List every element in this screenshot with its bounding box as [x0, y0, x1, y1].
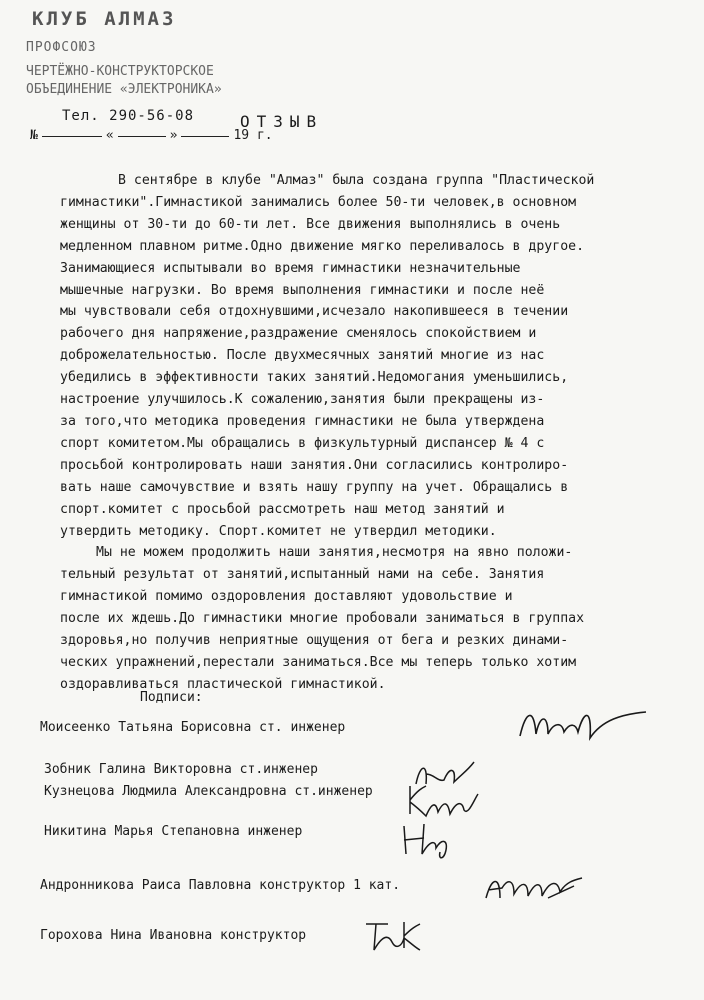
document-number-line — [30, 128, 273, 143]
signer-4: Никитина Марья Степановна инженер — [44, 824, 303, 839]
body-line: убедились в эффективности таких занятий.Недомогания уменьшились, — [60, 370, 569, 386]
review-body — [60, 170, 650, 696]
letterhead-union: ПРОФСОЮЗ — [26, 40, 97, 55]
body-line: рабочего дня напряжение,раздражение сменялось спокойствием и — [60, 326, 537, 342]
body-line: мы чувствовали себя отдохнувшими,исчезало накопившееся в течении — [60, 304, 569, 320]
body-line: гимнастики".Гимнастикой занимались более 50-ти человек,в основном — [60, 194, 577, 210]
number-mark: № — [30, 128, 38, 143]
body-line: оздоравливаться пластической гимнастикой. — [60, 676, 386, 692]
number-quote-open: « — [105, 128, 114, 143]
body-line: доброжелательностью. После двухмесячных занятий многие из нас — [60, 348, 545, 364]
letterhead-association: ОБЪЕДИНЕНИЕ «ЭЛЕКТРОНИКА» — [26, 82, 222, 97]
body-line: настроение улучшилось.К сожалению,занятия были прекращены из- — [60, 392, 545, 408]
handwritten-signature-5 — [478, 868, 588, 908]
signer-3: Кузнецова Людмила Александровна ст.инженер — [44, 784, 373, 799]
body-line: здоровья,но получив неприятные ощущения от бега и резких динами- — [60, 633, 569, 649]
number-blank — [42, 136, 102, 137]
letterhead-club: КЛУБ АЛМАЗ — [32, 8, 177, 30]
signer-2: Зобник Галина Викторовна ст.инженер — [44, 762, 318, 777]
signatures-heading: Подписи: — [140, 690, 203, 705]
body-line: спорт комитетом.Мы обращались в физкультурный диспансер № 4 с — [60, 435, 545, 451]
body-line: Занимающиеся испытывали во время гимнастики незначительные — [60, 260, 521, 276]
body-line: вать наше самочувствие и взять нашу группу на учет. Обращались в — [60, 479, 569, 495]
handwritten-signature-1 — [512, 700, 652, 750]
body-line: просьбой контролировать наши занятия.Они согласились контролиро- — [60, 457, 569, 473]
letterhead-bureau: ЧЕРТЁЖНО-КОНСТРУКТОРСКОЕ — [26, 64, 214, 79]
document-title: ОТЗЫВ — [240, 112, 324, 131]
year-prefix: 19 — [233, 128, 250, 143]
day-blank — [118, 136, 166, 137]
body-line: после их ждешь.До гимнастики многие пробовали заниматься в группах — [60, 611, 585, 627]
body-line: тельный результат от занятий,испытанный нами на себе. Занятия — [60, 567, 545, 583]
body-line: за того,что методика проведения гимнастики не была утверждена — [60, 413, 545, 429]
body-line: женщины от 30-ти до 60-ти лет. Все движения выполнялись в очень — [60, 216, 561, 232]
year-suffix: г. — [256, 128, 273, 143]
handwritten-signature-6 — [358, 916, 428, 956]
body-line: спорт.комитет с просьбой рассмотреть наш метод занятий и — [60, 501, 505, 517]
body-line: В сентябре в клубе "Алмаз" была создана группа "Пластической — [118, 173, 595, 188]
body-line: утвердить методику. Спорт.комитет не утвердил методики. — [60, 523, 497, 539]
signer-6: Горохова Нина Ивановна конструктор — [40, 928, 307, 943]
signer-1: Моисеенко Татьяна Борисовна ст. инженер — [40, 720, 346, 735]
signer-5: Андронникова Раиса Павловна конструктор 1 кат. — [40, 878, 401, 893]
body-line: медленном плавном ритме.Одно движение мягко переливалось в другое. — [60, 238, 585, 254]
body-line: ческих упражнений,перестали заниматься.Все мы теперь только хотим — [60, 654, 577, 670]
body-line: мышечные нагрузки. Во время выполнения гимнастики и после неё — [60, 282, 545, 298]
number-quote-close: » — [169, 128, 178, 143]
month-blank — [181, 136, 229, 137]
phone-number: Тел. 290-56-08 — [62, 108, 195, 124]
body-line: Мы не можем продолжить наши занятия,несмотря на явно положи- — [96, 545, 573, 561]
handwritten-signature-4 — [398, 816, 468, 862]
body-line: гимнастикой помимо оздоровления доставляют удовольствие и — [60, 589, 513, 605]
